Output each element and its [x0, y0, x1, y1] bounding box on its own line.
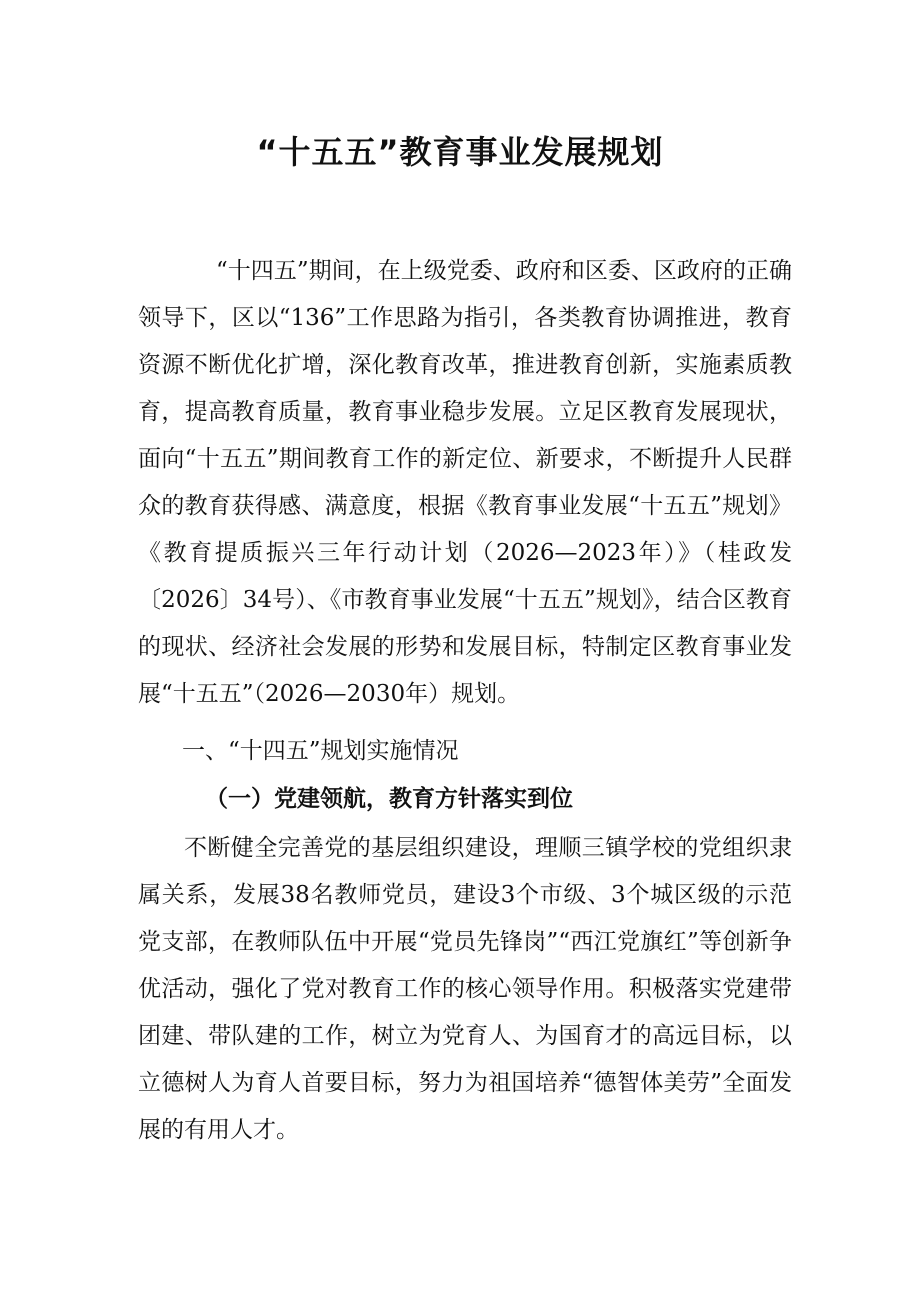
intro-paragraph: “十四五”期间，在上级党委、政府和区委、区政府的正确领导下，区以“136”工作思路为指引，各类教育协调推进，教育资源不断优化扩增，深化教育改革，推进教育创新，实施素质教育，提高教育质量，教育事业稳步发展。立足区教育发展现状，面向“十五五”期间教育工作的新定位、新要求，不断提升人民群众的教育获得感、满意度，根据《教育事业发展“十五五”规划》《教育提质振兴三年行动计划（2026—2023年）》（桂政发〔2026〕34号）、《市教育事业发展“十五五”规划》，结合区教育的现状、经济社会发展的形势和发展目标，特制定区教育事业发展“十五五”（2026—2030年）规划。: [138, 258, 792, 707]
document-title: “十五五”教育事业发展规划: [256, 133, 664, 171]
subsection-heading: （一）党建领航，教育方针落实到位: [205, 786, 573, 812]
section-heading: 一、“十四五”规划实施情况: [182, 738, 459, 764]
subsection-paragraph: 不断健全完善党的基层组织建设，理顺三镇学校的党组织隶属关系，发展38名教师党员，建设3个市级、3个城区级的示范党支部，在教师队伍中开展“党员先锋岗”“西江党旗红”等创新争优活动，强化了党对教育工作的核心领导作用。积极落实党建带团建、带队建的工作，树立为党育人、为国育才的高远目标，以立德树人为育人首要目标，努力为祖国培养“德智体美劳”全面发展的有用人才。: [138, 835, 792, 1143]
